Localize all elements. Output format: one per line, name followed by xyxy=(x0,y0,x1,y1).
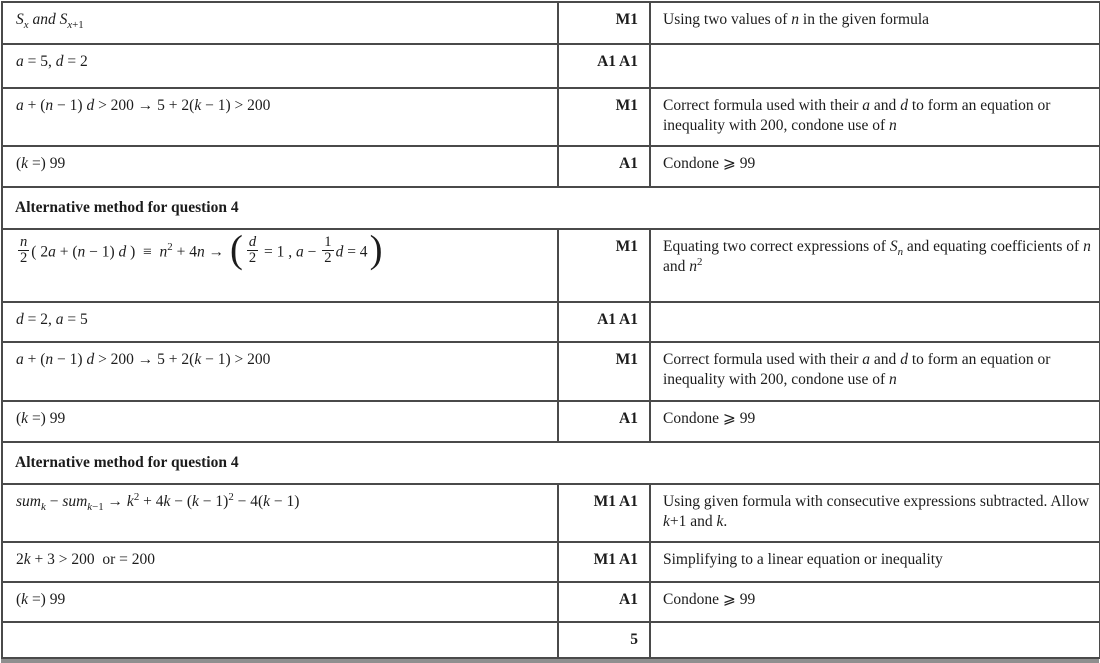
working-cell: (k =) 99 xyxy=(2,146,558,187)
working-cell: $\frac{n}{2}$ ( 2a + (n − 1) d ) ≡ $n^2 + 4n$ → ( $\frac{d}{2}$ = 1 , a − $\frac{1}{2}$ d = 4) xyxy=(2,229,558,302)
working-cell: d = 2, a = 5 xyxy=(2,302,558,342)
table-row xyxy=(2,229,1100,302)
table-row xyxy=(2,582,1100,622)
section-header-row xyxy=(2,442,1100,484)
table-row xyxy=(2,542,1100,582)
marks-cell: M1 xyxy=(558,342,650,401)
comment-cell: Using two values of n in the given formula xyxy=(650,2,1100,44)
comment-cell xyxy=(650,44,1100,88)
mark-scheme-table xyxy=(1,1,1100,659)
marks-cell: A1 xyxy=(558,401,650,442)
marks-cell: A1 xyxy=(558,146,650,187)
marks-cell: A1 A1 xyxy=(558,44,650,88)
total-marks-cell: 5 xyxy=(558,622,650,658)
table-row xyxy=(2,44,1100,88)
marks-cell: A1 xyxy=(558,582,650,622)
comment-cell: Correct formula used with their a and d to form an equation or inequality with 200, condone use of n xyxy=(650,342,1100,401)
comment-cell: Condone ⩾ 99 xyxy=(650,582,1100,622)
table-row xyxy=(2,622,1100,658)
table-row xyxy=(2,146,1100,187)
marks-cell: M1 xyxy=(558,2,650,44)
comment-cell xyxy=(650,622,1100,658)
working-cell: 2k + 3 > 200 or = 200 xyxy=(2,542,558,582)
working-cell: a + (n − 1) d > 200 → 5 + 2(k − 1) > 200 xyxy=(2,342,558,401)
section-header-label: Alternative method for question 4 xyxy=(2,187,1100,229)
table-bottom-border xyxy=(1,659,1099,663)
comment-cell: Using given formula with consecutive expressions subtracted. Allow k+1 and k. xyxy=(650,484,1100,542)
marks-cell: M1 A1 xyxy=(558,484,650,542)
working-cell: (k =) 99 xyxy=(2,401,558,442)
working-cell: $sum_k - sum_{k-1} \to k^2 + 4k - (k - 1)^2 - 4(k - 1)$ xyxy=(2,484,558,542)
table-row xyxy=(2,401,1100,442)
table-row xyxy=(2,88,1100,146)
working-cell xyxy=(2,622,558,658)
table-row xyxy=(2,2,1100,44)
section-header-label: Alternative method for question 4 xyxy=(2,442,1100,484)
marks-cell: M1 A1 xyxy=(558,542,650,582)
section-header-row xyxy=(2,187,1100,229)
marks-cell: M1 xyxy=(558,88,650,146)
marks-cell: A1 A1 xyxy=(558,302,650,342)
table-row xyxy=(2,302,1100,342)
comment-cell xyxy=(650,302,1100,342)
comment-cell: Condone ⩾ 99 xyxy=(650,401,1100,442)
working-cell: (k =) 99 xyxy=(2,582,558,622)
working-cell: a = 5, d = 2 xyxy=(2,44,558,88)
working-cell: $S_x$ and $S_{x+1}$ xyxy=(2,2,558,44)
comment-cell: Condone ⩾ 99 xyxy=(650,146,1100,187)
comment-cell: Equating two correct expressions of $S_n$ and equating coefficients of n and $n^2$ xyxy=(650,229,1100,302)
table-row xyxy=(2,342,1100,401)
working-cell: a + (n − 1) d > 200 → 5 + 2(k − 1) > 200 xyxy=(2,88,558,146)
table-row xyxy=(2,484,1100,542)
comment-cell: Correct formula used with their a and d to form an equation or inequality with 200, condone use of n xyxy=(650,88,1100,146)
comment-cell: Simplifying to a linear equation or inequality xyxy=(650,542,1100,582)
marks-cell: M1 xyxy=(558,229,650,302)
